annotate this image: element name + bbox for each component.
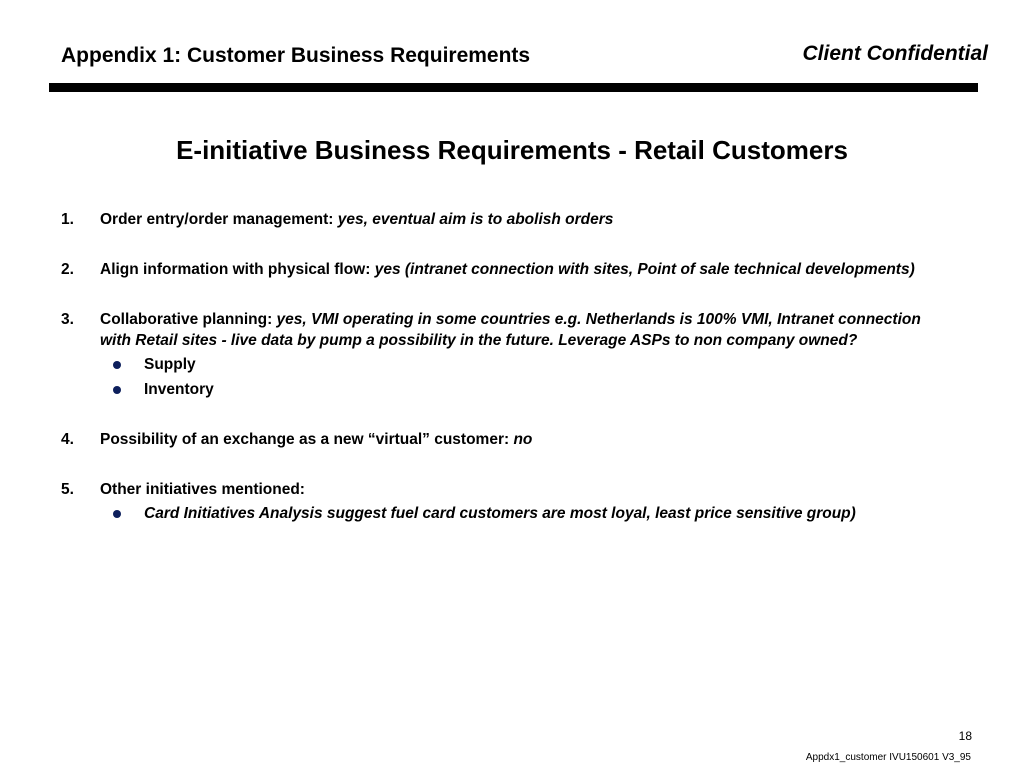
sub-bullet-text: Supply <box>144 356 196 373</box>
item-body <box>100 429 941 450</box>
item-number: 2. <box>61 261 74 278</box>
page-number: 18 <box>958 729 972 743</box>
item-label: Possibility of an exchange as a new “virtual” customer: <box>100 431 514 448</box>
item-answer: no <box>513 431 533 448</box>
list-item <box>61 429 941 450</box>
sub-bullet-list <box>100 354 941 400</box>
header-divider <box>49 83 978 92</box>
header-title: Appendix 1: Customer Business Requirements <box>61 44 531 67</box>
item-answer: yes, eventual aim is to abolish orders <box>337 211 614 228</box>
list-item <box>61 259 941 280</box>
item-body <box>100 259 941 280</box>
sub-bullet <box>100 379 941 400</box>
list-item <box>61 309 941 404</box>
confidentiality-label: Client Confidential <box>802 42 988 65</box>
slide-title: E-initiative Business Requirements - Retail Customers <box>176 135 848 165</box>
requirements-list <box>61 209 941 557</box>
item-label: Align information with physical flow: <box>100 261 375 278</box>
item-number: 5. <box>61 481 74 498</box>
bullet-dot-icon <box>113 386 121 394</box>
bullet-dot-icon <box>113 361 121 369</box>
sub-bullet-text: Card Initiatives Analysis suggest fuel card customers are most loyal, least price sensitive group) <box>144 505 856 522</box>
bullet-dot-icon <box>113 510 121 518</box>
item-body <box>100 209 941 230</box>
item-body <box>100 479 941 528</box>
list-item <box>61 479 941 528</box>
sub-bullet-text: Inventory <box>144 381 214 398</box>
sub-bullet <box>100 503 941 524</box>
list-item <box>61 209 941 230</box>
item-body <box>100 309 941 404</box>
item-number: 1. <box>61 211 74 228</box>
item-label: Collaborative planning: <box>100 311 277 328</box>
item-answer: yes, VMI operating in some countries e.g. Netherlands is 100% VMI, Intranet connection with Retail sites - live data by pump a possibility in the future. Leverage ASPs to non company owned? <box>100 311 921 349</box>
item-answer: yes (intranet connection with sites, Point of sale technical developments) <box>374 261 915 278</box>
item-number: 3. <box>61 311 74 328</box>
sub-bullet <box>100 354 941 375</box>
item-label: Other initiatives mentioned: <box>100 481 305 498</box>
item-label: Order entry/order management: <box>100 211 338 228</box>
document-reference: Appdx1_customer IVU150601 V3_95 <box>805 752 971 763</box>
item-number: 4. <box>61 431 74 448</box>
sub-bullet-list <box>100 503 941 524</box>
